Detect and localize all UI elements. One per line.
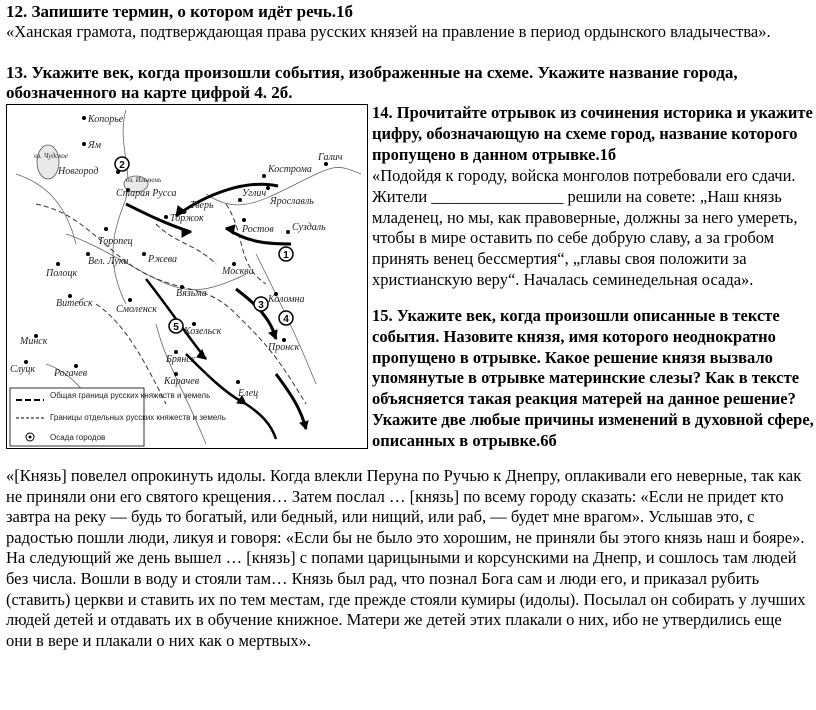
svg-text:оз. Чудское: оз. Чудское bbox=[34, 152, 68, 160]
question-12-text: «Ханская грамота, подтверждающая права русских князей на правление в период ордынского владычества». bbox=[6, 22, 771, 41]
svg-text:Брянск: Брянск bbox=[166, 354, 196, 365]
svg-text:Новгород: Новгород bbox=[58, 166, 99, 177]
historical-passage: «[Князь] повелел опрокинуть идолы. Когда влекли Перуна по Ручью к Днепру, оплакивали его неверные, так как не приняли они его святого крещения… Затем послал … [князь] по всему городу сказать: «Если не придет кто завтра на реку — будь то богатый, или бедный, или нищий, или раб, — будет мне врагом». Услышав это, с радостью пошли люди, ликуя и говоря: «Если бы не было это хорошим, не приняли бы этого князь наш и бояре». На следующий же день вышел … [князь] с попами царицыными и корсунскими на Днепр, и сошлось там людей без числа. Вошли в воду и стояли там… Князь был рад, что познал Бога сам и люди его, и приказал рубить (ставить) церкви и ставить их по тем местам, где прежде стояли кумиры (идолы). Посылал он собирать у лучших людей детей и отдавать их в обучение книжное. Матери же детей этих плакали о них, ибо не утвердились еще они в вере и плакали о них как о мертвых». bbox=[6, 466, 806, 650]
svg-text:Полоцк: Полоцк bbox=[46, 268, 78, 279]
svg-text:Торопец: Торопец bbox=[98, 236, 133, 247]
svg-text:Ям: Ям bbox=[88, 140, 101, 151]
svg-text:Границы отдельных русских княж: Границы отдельных русских княжеств и земель bbox=[50, 413, 226, 422]
svg-text:4: 4 bbox=[283, 314, 289, 325]
svg-text:Вел. Луки: Вел. Луки bbox=[88, 256, 129, 267]
svg-text:Витебск: Витебск bbox=[56, 298, 93, 309]
question-12-heading: 12. Запишите термин, о котором идёт речь.1б bbox=[6, 2, 354, 21]
svg-text:Углич: Углич bbox=[242, 188, 267, 199]
svg-text:Карачев: Карачев bbox=[164, 376, 200, 387]
svg-text:Ржева: Ржева bbox=[148, 254, 177, 265]
svg-text:Копорье: Копорье bbox=[88, 114, 124, 125]
svg-text:Смоленск: Смоленск bbox=[116, 304, 157, 315]
svg-text:Слуцк: Слуцк bbox=[10, 364, 36, 375]
svg-text:Осада городов: Осада городов bbox=[50, 433, 106, 442]
question-13-text: 13. Укажите век, когда произошли события, изображенные на схеме. Укажите название города, обозначенного на карте цифрой 4. 2б. bbox=[6, 63, 738, 102]
svg-text:Тверь: Тверь bbox=[190, 200, 214, 211]
svg-text:Торжок: Торжок bbox=[170, 213, 204, 224]
map-figure bbox=[6, 104, 368, 449]
svg-text:3: 3 bbox=[258, 300, 264, 311]
svg-text:Ярославль: Ярославль bbox=[270, 196, 314, 207]
svg-text:2: 2 bbox=[119, 160, 125, 171]
svg-text:Старая Русса: Старая Русса bbox=[116, 188, 177, 199]
svg-text:Рогачев: Рогачев bbox=[54, 368, 88, 379]
svg-text:1: 1 bbox=[283, 250, 289, 261]
svg-text:Ростов: Ростов bbox=[242, 224, 274, 235]
svg-text:Кострома: Кострома bbox=[268, 164, 312, 175]
svg-text:Пронск: Пронск bbox=[268, 342, 300, 353]
question-14-heading: 14. Прочитайте отрывок из сочинения историка и укажите цифру, обозначающую на схеме город, название которого пропущено в данном отрывке.1б bbox=[372, 103, 813, 164]
svg-text:5: 5 bbox=[173, 322, 179, 333]
svg-text:Козельск: Козельск bbox=[184, 326, 222, 337]
svg-text:оз. Ильмень: оз. Ильмень bbox=[126, 176, 162, 184]
svg-text:Вязьма: Вязьма bbox=[176, 288, 207, 299]
svg-text:Елец: Елец bbox=[238, 388, 259, 399]
svg-text:Галич: Галич bbox=[318, 152, 343, 163]
svg-text:Москва: Москва bbox=[222, 266, 254, 277]
svg-text:Коломна: Коломна bbox=[268, 294, 305, 305]
svg-text:Минск: Минск bbox=[20, 336, 48, 347]
svg-text:Суздаль: Суздаль bbox=[292, 222, 326, 233]
lake-chudskoe bbox=[37, 145, 59, 179]
svg-text:Общая граница русских княжеств: Общая граница русских княжеств и земель bbox=[50, 391, 211, 400]
question-15-text: 15. Укажите век, когда произошли описанные в тексте события. Назовите князя, имя которого неоднократно пропущено в отрывке. Какое решение князя вызвало упомянутые в отрывке материнские слезы? Как в тексте объясняется такая реакция матерей на данное решение? Укажите две любые причины изменений в духовной сфере, описанных в отрывке.6б bbox=[372, 306, 814, 450]
question-14-text: «Подойдя к городу, войска монголов потребовали его сдачи. Жители ________________ решили на совете: „Наш князь младенец, но мы, как правоверные, должны за него умереть, чтобы в мире оставить по себе добрую славу, а за гробом принять венец бессмертия“, „главы своя положити за христианскую веру“. Началась семинедельная осада». bbox=[372, 166, 798, 289]
